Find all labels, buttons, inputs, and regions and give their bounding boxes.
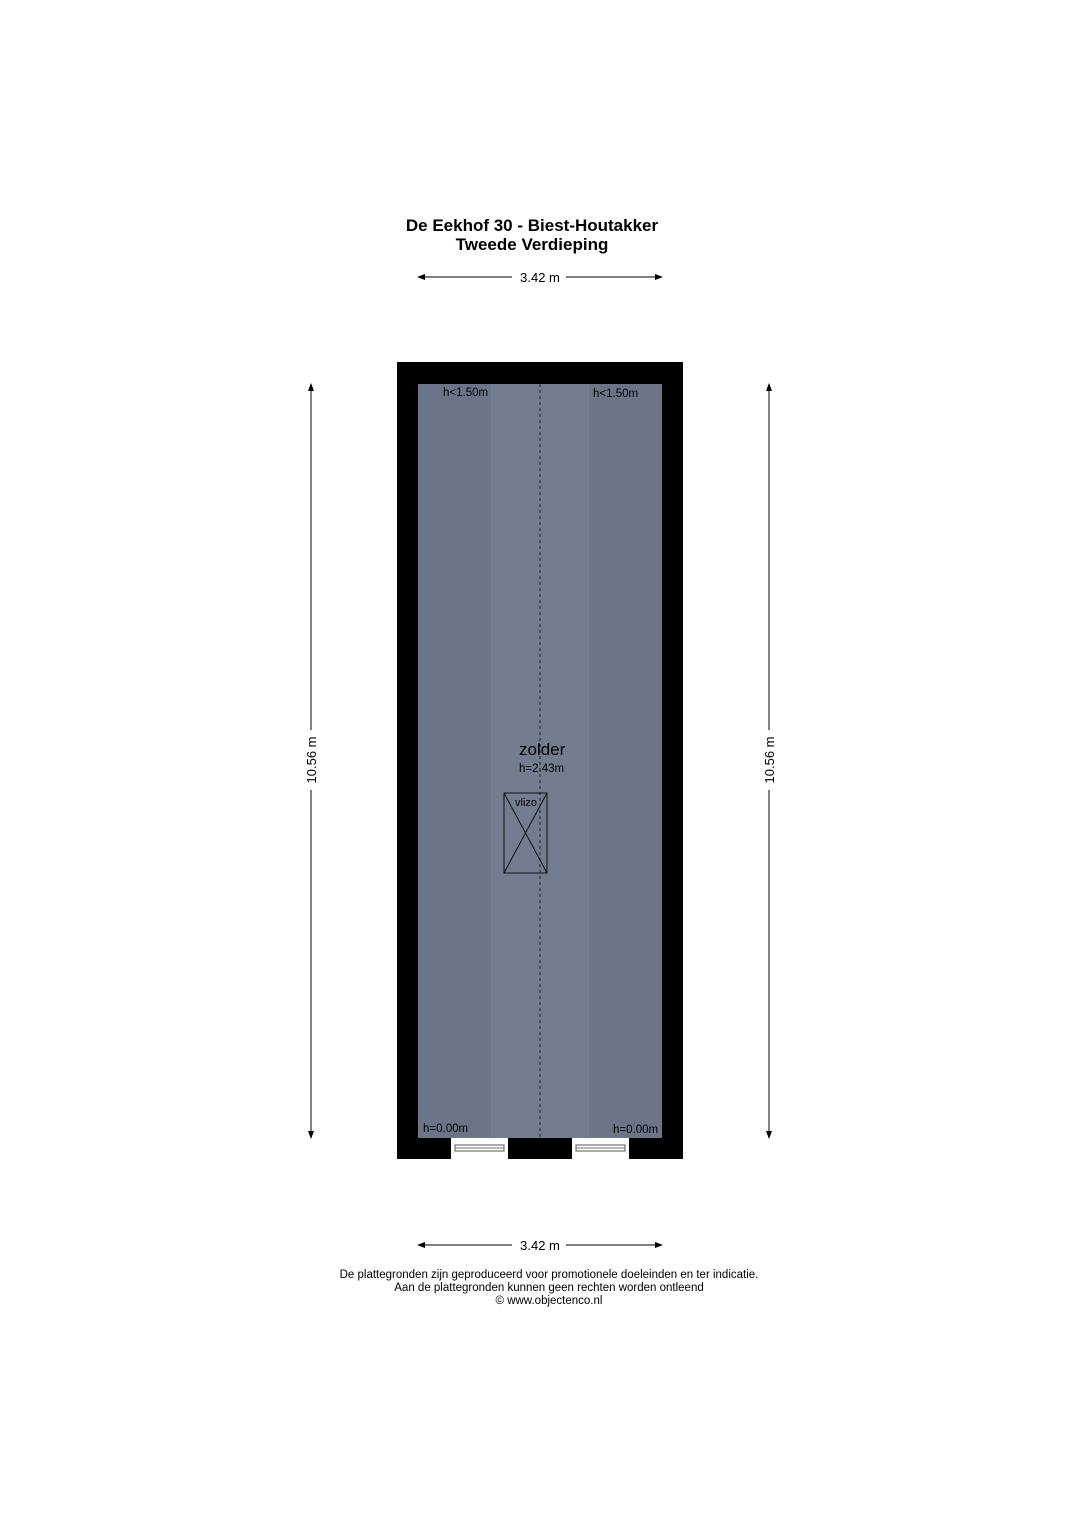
floor-height-left-label: h=0.00m xyxy=(423,1123,469,1135)
left-dimension-label: 10.56 m xyxy=(304,736,319,784)
disclaimer-line-1: De plattegronden zijn geproduceerd voor promotionele doeleinden en ter indicatie. xyxy=(339,1269,759,1281)
bottom-dimension-label: 3.42 m xyxy=(520,1238,560,1253)
right-dimension xyxy=(762,384,777,1138)
left-dimension xyxy=(304,384,319,1138)
bottom-dimension xyxy=(418,1238,662,1253)
room-height: h=2.43m xyxy=(519,763,565,775)
floor-name: Tweede Verdieping xyxy=(455,235,609,254)
left-low-zone xyxy=(418,384,491,1138)
copyright-line: © www.objectenco.nl xyxy=(495,1295,603,1307)
top-dimension-label: 3.42 m xyxy=(520,270,560,285)
low-height-right-label: h<1.50m xyxy=(593,388,639,400)
center-zone xyxy=(491,384,589,1138)
top-dimension xyxy=(418,270,662,285)
floor-height-right-label: h=0.00m xyxy=(613,1124,659,1136)
room-name: zolder xyxy=(519,740,566,759)
right-dimension-label: 10.56 m xyxy=(762,736,777,784)
plan-title: De Eekhof 30 - Biest-Houtakker xyxy=(405,216,659,235)
window-right xyxy=(572,1138,629,1159)
right-low-zone xyxy=(589,384,662,1138)
window-left xyxy=(451,1138,508,1159)
disclaimer-line-2: Aan de plattegronden kunnen geen rechten worden ontleend xyxy=(394,1282,704,1294)
hatch-label: vlizo xyxy=(515,797,538,809)
low-height-left-label: h<1.50m xyxy=(443,387,489,399)
